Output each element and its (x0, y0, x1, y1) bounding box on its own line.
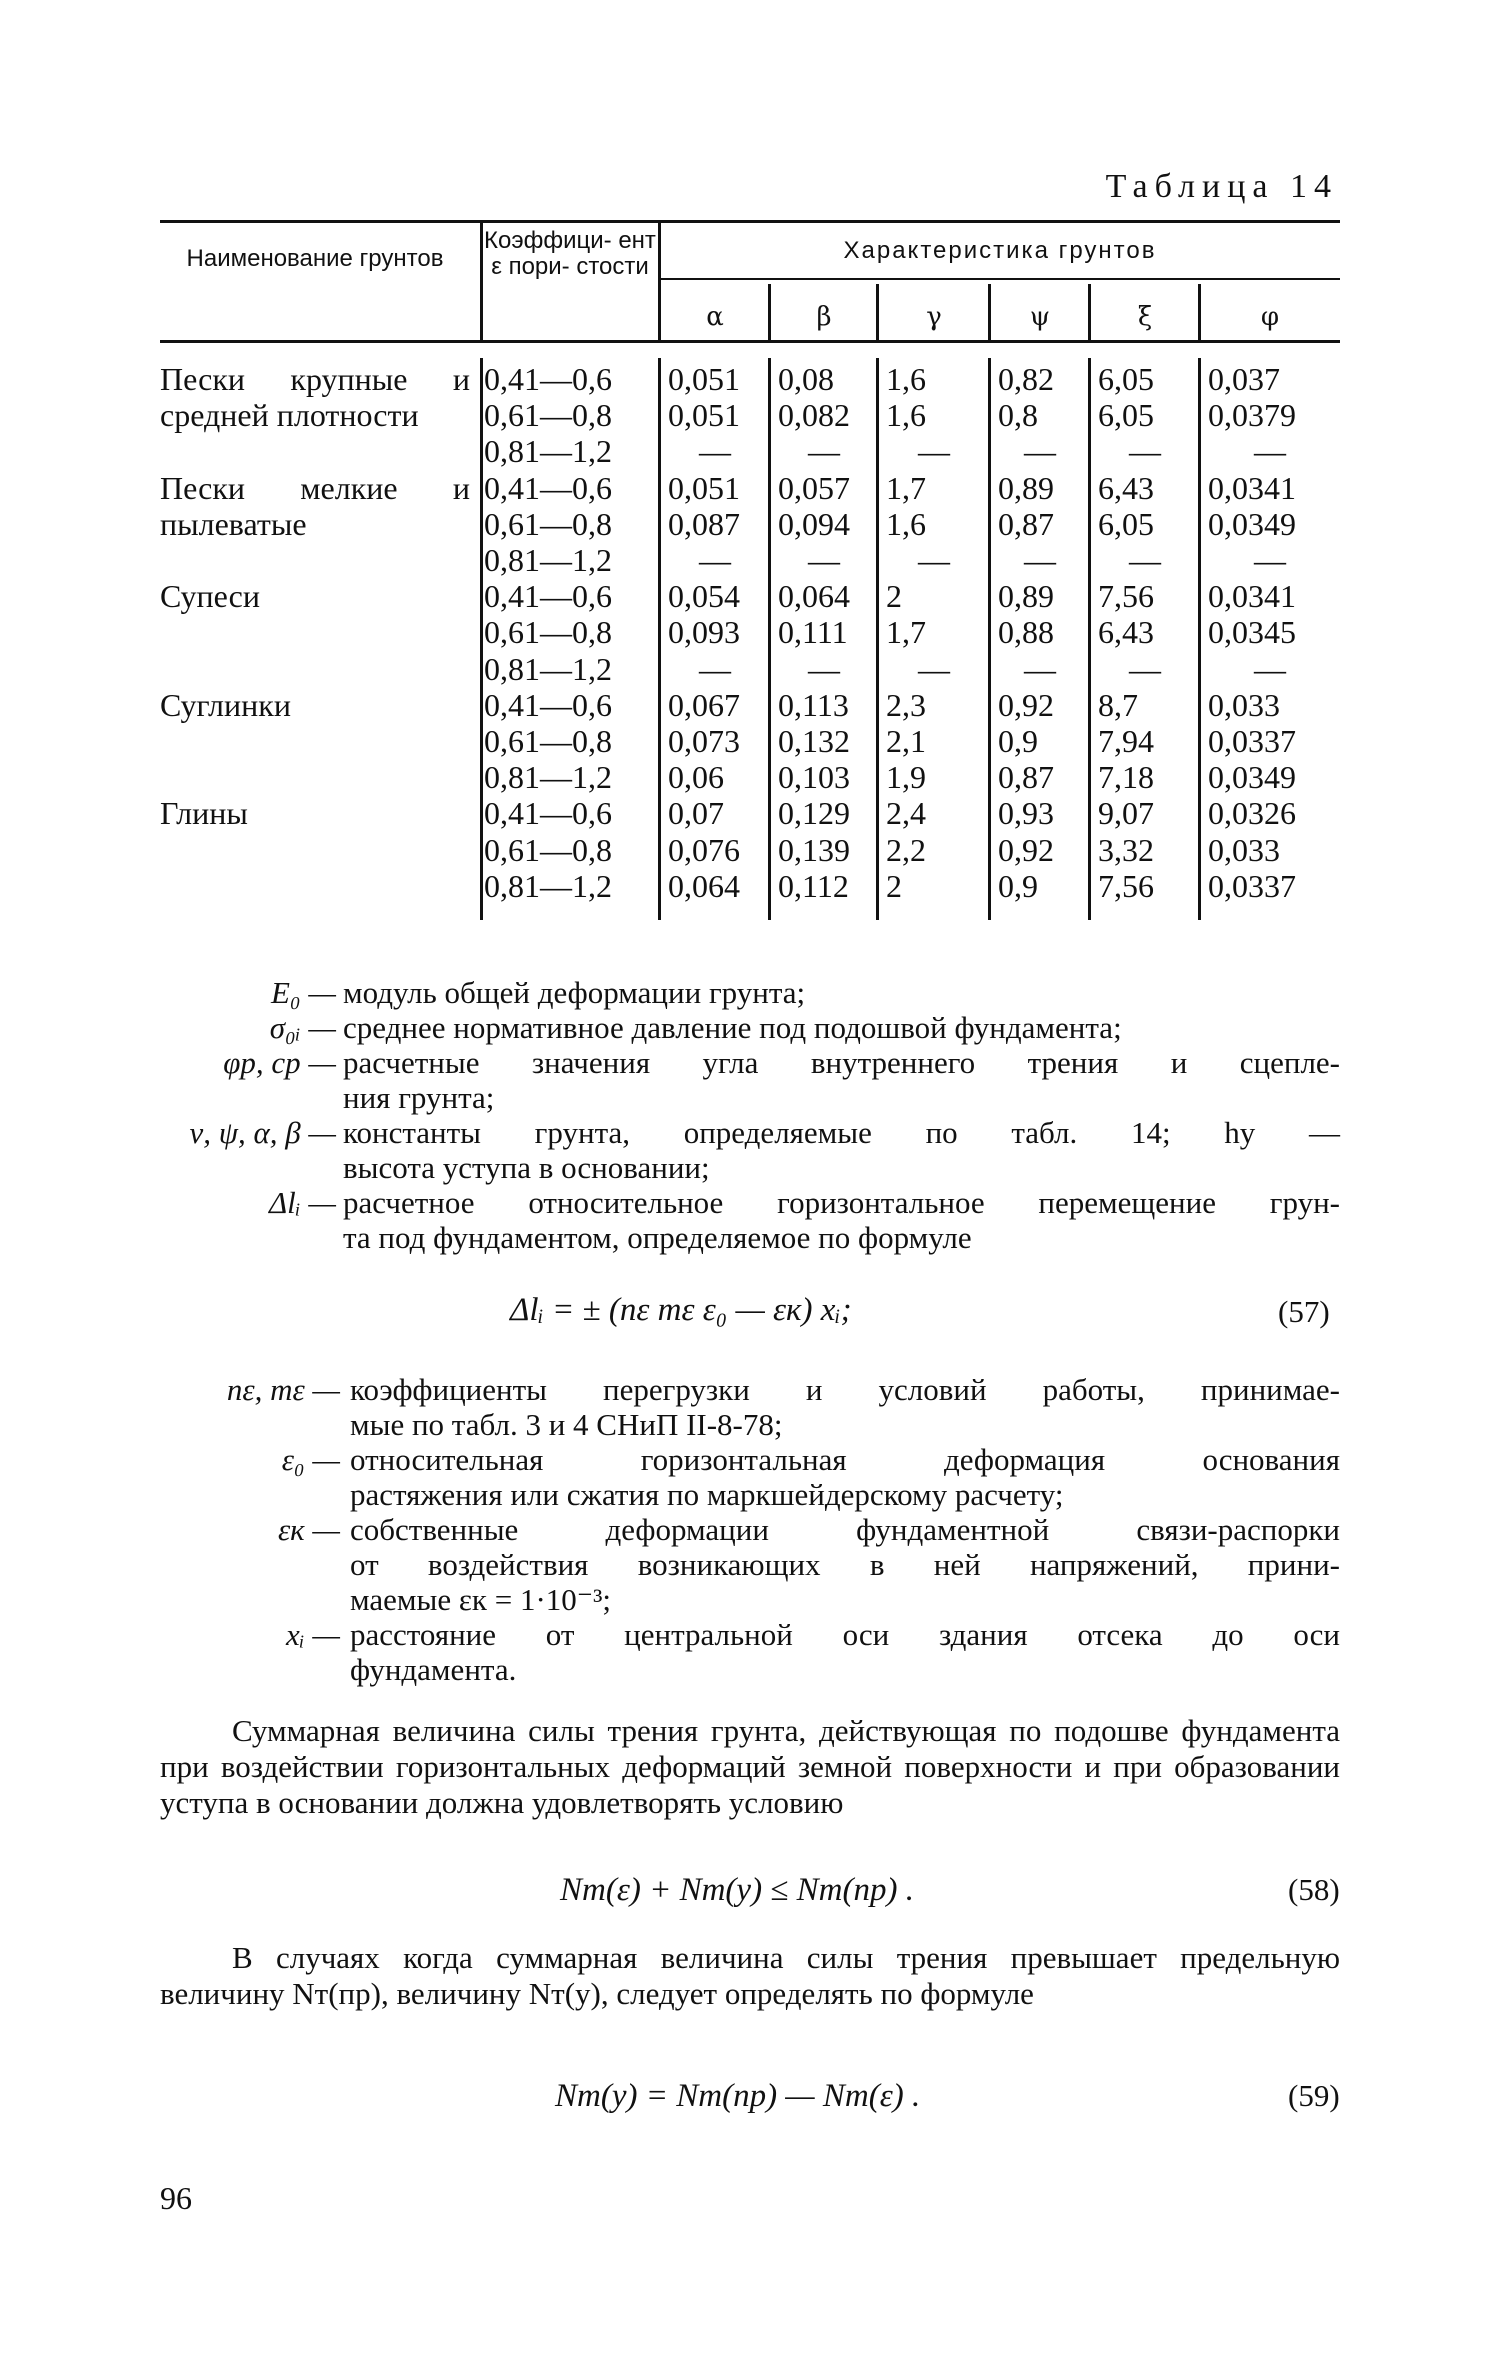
paragraph-1: Суммарная величина силы трения грунта, действующая по подошве фундамента при воздействии горизонтальных деформаций земной поверхности и при образовании уступа в основании должна удовлетворять условию (160, 1713, 1340, 1820)
value-cell: 0,0337 (1208, 723, 1296, 759)
value-cell: 0,103 (778, 759, 850, 796)
value-cell: 0,113 (778, 686, 849, 723)
value-cell: 0,0349 (1208, 505, 1296, 542)
header-symbol: φ (1260, 302, 1280, 332)
value-cell: 2 (886, 867, 902, 904)
definition-symbol: nε, mε — (226, 1372, 340, 1407)
value-cell: — (1129, 650, 1161, 687)
value-cell: 0,88 (998, 614, 1054, 651)
group-header-rule (660, 278, 1340, 280)
value-cell: 6,05 (1098, 361, 1154, 397)
porosity-cell: 0,81—1,2 (484, 867, 612, 904)
porosity-cell: 0,81—1,2 (484, 542, 612, 578)
value-cell: 0,0341 (1208, 469, 1296, 506)
value-cell: 7,18 (1098, 759, 1154, 796)
value-cell: — (808, 650, 840, 687)
value-cell: 0,92 (998, 686, 1054, 723)
value-cell: 0,0326 (1208, 795, 1296, 832)
value-cell: — (1129, 433, 1161, 470)
value-cell: 0,8 (998, 397, 1038, 434)
value-cell: 1,7 (886, 469, 926, 506)
soil-name: средней плотности (160, 397, 419, 434)
value-cell: 6,05 (1098, 505, 1154, 542)
page-number: 96 (160, 2180, 192, 2216)
value-cell: 0,93 (998, 795, 1054, 832)
column-divider (480, 220, 483, 340)
table-header-rule (160, 340, 1340, 343)
header-symbol: β (816, 302, 832, 332)
value-cell: — (1254, 433, 1286, 470)
definition-text: растяжения или сжатия по маркшейдерскому расчету; (350, 1477, 1064, 1512)
header-symbol: α (706, 302, 724, 332)
value-cell: 0,087 (668, 505, 740, 542)
definition-symbol: σ₀ᵢ — (269, 1010, 336, 1045)
value-cell: 0,054 (668, 578, 740, 615)
value-cell: 0,129 (778, 795, 850, 832)
value-cell: 7,56 (1098, 867, 1154, 904)
header-name: Наименование грунтов (186, 245, 444, 272)
header-characteristics: Характеристика грунтов (843, 237, 1157, 264)
value-cell: 0,0349 (1208, 759, 1296, 796)
definition-text: модуль общей деформации грунта; (343, 975, 806, 1010)
value-cell: 1,7 (886, 614, 926, 651)
value-cell: 7,94 (1098, 723, 1154, 759)
value-cell: — (699, 542, 731, 578)
formula-59: Nт(у) = Nт(пр) — Nт(ε) . (555, 2078, 921, 2114)
definition-text: расчетное относительное горизонтальное перемещение грун- (343, 1185, 1340, 1220)
value-cell: — (918, 542, 950, 578)
value-cell: 0,0345 (1208, 614, 1296, 651)
porosity-cell: 0,41—0,6 (484, 686, 612, 723)
value-cell: — (808, 542, 840, 578)
value-cell: 0,08 (778, 361, 834, 397)
value-cell: 0,064 (778, 578, 850, 615)
table-caption: Таблица 14 (1105, 168, 1338, 205)
value-cell: 0,82 (998, 361, 1054, 397)
value-cell: 0,9 (998, 867, 1038, 904)
definition-text: фундамента. (350, 1652, 517, 1687)
formula-57: Δlᵢ = ± (nε mε ε₀ — εк) xᵢ; (510, 1292, 852, 1328)
definition-text: относительная горизонтальная деформация основания (350, 1442, 1340, 1477)
value-cell: — (1254, 650, 1286, 687)
value-cell: 2,3 (886, 686, 926, 723)
value-cell: 6,05 (1098, 397, 1154, 434)
definition-symbol: ν, ψ, α, β — (189, 1115, 336, 1150)
value-cell: 0,0337 (1208, 867, 1296, 904)
paragraph-2: В случаях когда суммарная величина силы трения превышает предельную величину Nт(пр), величину Nт(у), следует определять по формуле (160, 1940, 1340, 2011)
definition-text: мые по табл. 3 и 4 СНиП II-8-78; (350, 1407, 783, 1442)
definition-text: от воздействия возникающих в ней напряжений, прини- (350, 1547, 1340, 1582)
value-cell: 0,9 (998, 723, 1038, 759)
value-cell: 7,56 (1098, 578, 1154, 615)
header-symbol: ξ (1137, 302, 1153, 332)
value-cell: 0,094 (778, 505, 850, 542)
data-table (160, 220, 1340, 930)
value-cell: 0,06 (668, 759, 724, 796)
value-cell: — (1024, 542, 1056, 578)
value-cell: 0,093 (668, 614, 740, 651)
value-cell: 0,051 (668, 469, 740, 506)
porosity-cell: 0,41—0,6 (484, 578, 612, 615)
value-cell: — (699, 433, 731, 470)
definition-text: среднее нормативное давление под подошвой фундамента; (343, 1010, 1122, 1045)
value-cell: 0,87 (998, 505, 1054, 542)
definition-symbol: Δlᵢ — (268, 1185, 336, 1220)
value-cell: — (699, 650, 731, 687)
porosity-cell: 0,41—0,6 (484, 795, 612, 832)
definition-text: расчетные значения угла внутреннего трения и сцепле- (343, 1045, 1340, 1080)
porosity-cell: 0,61—0,8 (484, 397, 612, 434)
porosity-cell: 0,41—0,6 (484, 361, 612, 397)
value-cell: 6,43 (1098, 469, 1154, 506)
definition-symbol: φр, ср — (223, 1045, 336, 1080)
value-cell: 0,89 (998, 469, 1054, 506)
porosity-cell: 0,61—0,8 (484, 614, 612, 651)
definition-text: константы грунта, определяемые по табл. 14; hу — (343, 1115, 1340, 1150)
header-symbol: ψ (1029, 302, 1051, 332)
definition-text: коэффициенты перегрузки и условий работы, принимае- (350, 1372, 1340, 1407)
value-cell: — (1129, 542, 1161, 578)
value-cell: — (1024, 433, 1056, 470)
definition-symbol: εк — (277, 1512, 340, 1547)
header-coefficient: Коэффици- ент ε пори- стости (484, 227, 656, 280)
value-cell: 0,07 (668, 795, 724, 832)
definitions-2 (160, 1372, 1340, 1702)
definition-text: ния грунта; (343, 1080, 495, 1115)
formula-58: Nт(ε) + Nт(у) ≤ Nт(пр) . (560, 1872, 914, 1908)
porosity-cell: 0,61—0,8 (484, 831, 612, 868)
definitions-1 (160, 975, 1340, 1275)
value-cell: — (1024, 650, 1056, 687)
value-cell: 8,7 (1098, 686, 1138, 723)
value-cell: 0,87 (998, 759, 1054, 796)
value-cell: 0,064 (668, 867, 740, 904)
definition-symbol: E₀ — (270, 975, 336, 1010)
value-cell: 0,082 (778, 397, 850, 434)
definition-text: собственные деформации фундаментной связи-распорки (350, 1512, 1340, 1547)
soil-name: Суглинки (160, 686, 291, 723)
value-cell: — (1254, 542, 1286, 578)
value-cell: 0,057 (778, 469, 850, 506)
value-cell: 1,6 (886, 505, 926, 542)
formula-58-number: (58) (1288, 1872, 1340, 1907)
soil-name: Пески крупные и (160, 361, 470, 397)
value-cell: 6,43 (1098, 614, 1154, 651)
definition-symbol: ε₀ — (281, 1442, 340, 1477)
definition-text: высота уступа в основании; (343, 1150, 710, 1185)
formula-59-number: (59) (1288, 2078, 1340, 2113)
value-cell: 0,073 (668, 723, 740, 759)
column-divider (480, 358, 483, 920)
value-cell: 2 (886, 578, 902, 615)
value-cell: 2,4 (886, 795, 926, 832)
porosity-cell: 0,61—0,8 (484, 505, 612, 542)
value-cell: 0,89 (998, 578, 1054, 615)
value-cell: 2,1 (886, 723, 926, 759)
value-cell: 0,051 (668, 361, 740, 397)
value-cell: 0,033 (1208, 686, 1280, 723)
value-cell: 0,067 (668, 686, 740, 723)
formula-57-number: (57) (1278, 1294, 1330, 1329)
value-cell: 1,9 (886, 759, 926, 796)
value-cell: 0,132 (778, 723, 850, 759)
value-cell: 0,051 (668, 397, 740, 434)
value-cell: 0,111 (778, 614, 848, 651)
definition-text: расстояние от центральной оси здания отсека до оси (350, 1617, 1340, 1652)
value-cell: 3,32 (1098, 831, 1154, 868)
soil-name: Пески мелкие и (160, 469, 470, 506)
value-cell: 2,2 (886, 831, 926, 868)
definition-text: та под фундаментом, определяемое по формуле (343, 1220, 972, 1255)
definition-symbol: xᵢ — (286, 1617, 340, 1652)
value-cell: 0,139 (778, 831, 850, 868)
definition-text: маемые εк = 1·10⁻³; (350, 1582, 612, 1617)
soil-name: Супеси (160, 578, 260, 615)
value-cell: 0,033 (1208, 831, 1280, 868)
value-cell: 9,07 (1098, 795, 1154, 832)
porosity-cell: 0,61—0,8 (484, 723, 612, 759)
value-cell: 0,0341 (1208, 578, 1296, 615)
porosity-cell: 0,81—1,2 (484, 759, 612, 796)
value-cell: 0,037 (1208, 361, 1280, 397)
porosity-cell: 0,81—1,2 (484, 433, 612, 470)
value-cell: 0,112 (778, 867, 849, 904)
porosity-cell: 0,81—1,2 (484, 650, 612, 687)
table-top-rule (160, 220, 1340, 223)
value-cell: 0,0379 (1208, 397, 1296, 434)
value-cell: 0,076 (668, 831, 740, 868)
value-cell: 0,92 (998, 831, 1054, 868)
porosity-cell: 0,41—0,6 (484, 469, 612, 506)
header-symbol: γ (926, 302, 942, 332)
value-cell: — (918, 650, 950, 687)
value-cell: 1,6 (886, 397, 926, 434)
value-cell: — (918, 433, 950, 470)
soil-name: пылеватые (160, 505, 307, 542)
value-cell: — (808, 433, 840, 470)
value-cell: 1,6 (886, 361, 926, 397)
soil-name: Глины (160, 795, 248, 832)
